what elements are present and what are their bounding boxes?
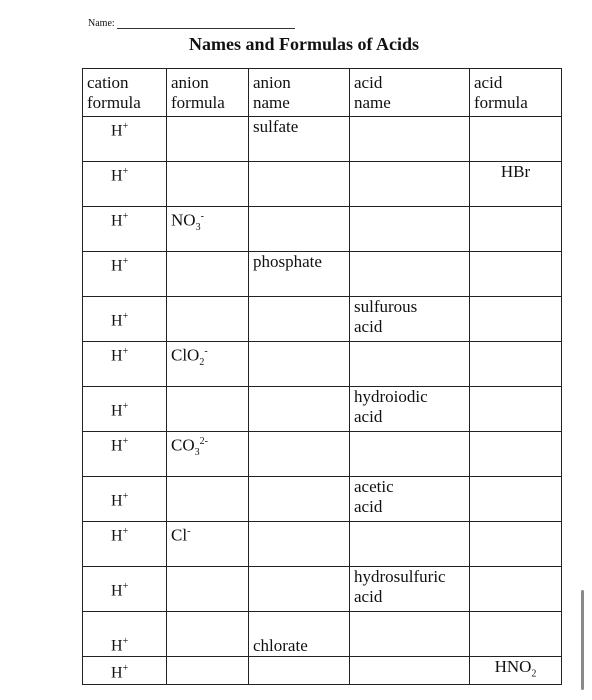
- acid-formula-cell[interactable]: [470, 297, 562, 342]
- acid-name-cell: acetic acid: [350, 477, 470, 522]
- anion-name-cell: sulfate: [249, 117, 350, 162]
- cation-cell: H+: [83, 432, 167, 477]
- anion-formula-cell[interactable]: [167, 657, 249, 685]
- anion-formula-cell[interactable]: [167, 162, 249, 207]
- anion-name-cell[interactable]: [249, 657, 350, 685]
- anion-formula-cell: $CO_3^{2-}$: [167, 432, 249, 477]
- acids-table: [82, 68, 562, 685]
- table-row: [83, 657, 562, 685]
- anion-formula-cell: ClO$_2$-: [167, 342, 249, 387]
- cation-cell: H+: [83, 252, 167, 297]
- anion-formula-cell[interactable]: [167, 612, 249, 657]
- table-row: [83, 252, 562, 297]
- acid-name-cell: sulfurous acid: [350, 297, 470, 342]
- table-row: [83, 567, 562, 612]
- acid-formula-cell[interactable]: [470, 207, 562, 252]
- anion-formula-cell[interactable]: [167, 477, 249, 522]
- acid-formula-cell: HBr: [470, 162, 562, 207]
- name-label: Name:: [88, 18, 115, 29]
- acid-name-cell: hydrosulfuric acid: [350, 567, 470, 612]
- header-cation-formula: cation formula: [83, 69, 167, 117]
- acid-name-cell[interactable]: [350, 612, 470, 657]
- cation-cell: H+: [83, 612, 167, 657]
- acid-formula-cell[interactable]: [470, 387, 562, 432]
- acid-formula-cell[interactable]: [470, 252, 562, 297]
- cation-cell: H+: [83, 162, 167, 207]
- anion-name-cell[interactable]: [249, 477, 350, 522]
- anion-name-cell: chlorate: [249, 612, 350, 657]
- cation-cell: H+: [83, 207, 167, 252]
- cation-cell: H+: [83, 657, 167, 685]
- acid-formula-cell[interactable]: [470, 342, 562, 387]
- anion-formula-cell[interactable]: [167, 567, 249, 612]
- header-anion-formula: anion formula: [167, 69, 249, 117]
- cation-cell: H+: [83, 522, 167, 567]
- acid-name-cell[interactable]: [350, 252, 470, 297]
- acid-name-cell: hydroiodic acid: [350, 387, 470, 432]
- header-acid-name: acid name: [350, 69, 470, 117]
- table-row: [83, 297, 562, 342]
- anion-formula-cell[interactable]: [167, 297, 249, 342]
- anion-name-cell[interactable]: [249, 432, 350, 477]
- anion-name-cell[interactable]: [249, 297, 350, 342]
- worksheet-title: Names and Formulas of Acids: [188, 34, 419, 54]
- acid-name-cell[interactable]: [350, 432, 470, 477]
- name-blank-line: [117, 18, 295, 29]
- table-row: [83, 522, 562, 567]
- acid-formula-cell[interactable]: [470, 612, 562, 657]
- vertical-scrollbar[interactable]: [581, 590, 584, 690]
- table-row: [83, 612, 562, 657]
- cation-cell: H+: [83, 297, 167, 342]
- anion-name-cell[interactable]: [249, 342, 350, 387]
- table-row: [83, 477, 562, 522]
- anion-formula-cell: Cl-: [167, 522, 249, 567]
- anion-formula-cell: $NO_3^-$: [167, 207, 249, 252]
- acid-name-cell[interactable]: [350, 162, 470, 207]
- header-anion-name: anion name: [249, 69, 350, 117]
- acid-formula-cell[interactable]: [470, 117, 562, 162]
- acid-formula-cell[interactable]: [470, 432, 562, 477]
- table-row: [83, 162, 562, 207]
- acid-name-cell[interactable]: [350, 117, 470, 162]
- anion-name-cell[interactable]: [249, 207, 350, 252]
- acid-formula-cell[interactable]: [470, 477, 562, 522]
- cation-cell: H+: [83, 477, 167, 522]
- cation-cell: H+: [83, 387, 167, 432]
- cation-cell: H+: [83, 117, 167, 162]
- acid-formula-cell[interactable]: [470, 522, 562, 567]
- table-row: [83, 342, 562, 387]
- acid-name-cell[interactable]: [350, 207, 470, 252]
- anion-name-cell: phosphate: [249, 252, 350, 297]
- acid-name-cell[interactable]: [350, 342, 470, 387]
- anion-formula-cell[interactable]: [167, 387, 249, 432]
- anion-name-cell[interactable]: [249, 522, 350, 567]
- table-row: [83, 117, 562, 162]
- name-field: [88, 18, 295, 29]
- table-row: [83, 387, 562, 432]
- anion-name-cell[interactable]: [249, 387, 350, 432]
- acid-formula-cell[interactable]: [470, 567, 562, 612]
- anion-formula-cell[interactable]: [167, 117, 249, 162]
- acid-formula-cell: $HNO_2$: [470, 657, 562, 685]
- acid-name-cell[interactable]: [350, 522, 470, 567]
- table-header-row: [83, 69, 562, 117]
- table-row: [83, 207, 562, 252]
- anion-formula-cell[interactable]: [167, 252, 249, 297]
- acid-name-cell[interactable]: [350, 657, 470, 685]
- anion-name-cell[interactable]: [249, 162, 350, 207]
- header-acid-formula: acid formula: [470, 69, 562, 117]
- cation-cell: H+: [83, 567, 167, 612]
- table-row: [83, 432, 562, 477]
- anion-name-cell[interactable]: [249, 567, 350, 612]
- cation-cell: H+: [83, 342, 167, 387]
